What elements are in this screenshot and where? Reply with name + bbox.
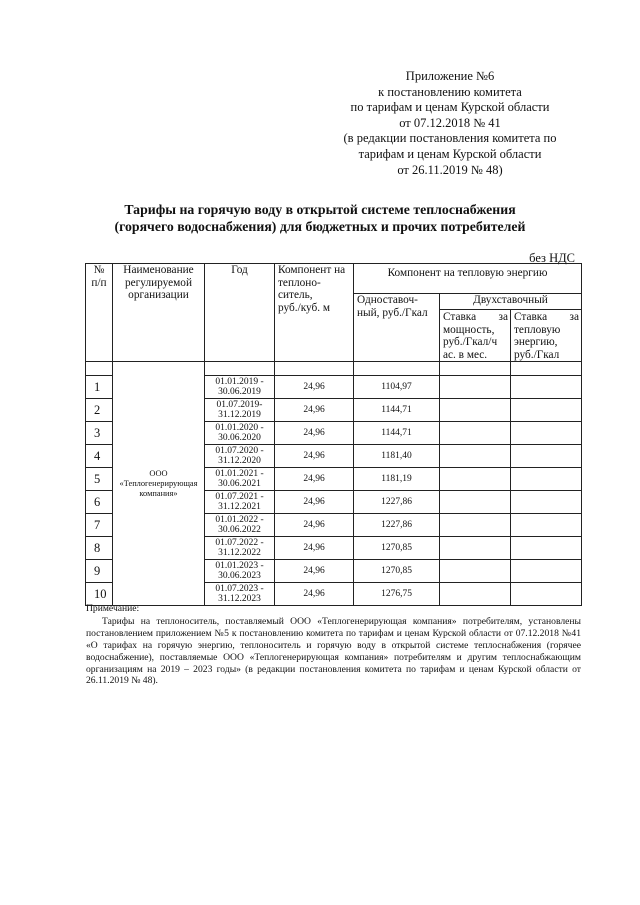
capacity-rate-value xyxy=(440,468,511,491)
header-capacity-line: руб./Гкал/ч xyxy=(443,336,498,349)
carrier-value-text: 24,96 xyxy=(303,405,325,416)
one-part-value xyxy=(354,537,440,560)
period-end: 30.06.2019 xyxy=(218,387,261,398)
header-carrier-line: теплоно- xyxy=(278,276,321,289)
period-end: 31.12.2019 xyxy=(218,410,261,421)
row-number xyxy=(86,376,113,399)
one-part-value xyxy=(354,445,440,468)
header-energy-rate-line: руб./Гкал xyxy=(514,348,560,361)
carrier-value xyxy=(275,445,354,468)
period-cell xyxy=(205,445,275,468)
appendix-line: по тарифам и ценам Курской области xyxy=(350,100,550,115)
capacity-rate-value xyxy=(440,422,511,445)
row-number-text: 5 xyxy=(94,472,101,487)
carrier-value xyxy=(275,560,354,583)
header-capacity-line: мощность, xyxy=(443,323,495,336)
capacity-rate-value xyxy=(440,514,511,537)
carrier-value-text: 24,96 xyxy=(303,543,325,554)
carrier-value xyxy=(275,514,354,537)
period-end: 30.06.2021 xyxy=(218,479,261,490)
header-capacity-rate xyxy=(440,310,511,362)
energy-rate-value xyxy=(511,491,582,514)
row-number-text: 1 xyxy=(94,380,101,395)
spacer-cell xyxy=(275,362,354,376)
note-text: Тарифы на теплоноситель, поставляемый ООО «Теплогенерирующая компания» потребителям, установлены постановлением приложением №5 к постановлению комитета по тарифам и ценам Курской области от 07.12.2018 №41 «О тарифах на горячую энергию, теплоноситель и горячую воду в открытой системе теплоснабжения (горячее водоснабжение), поставляемые ООО «Теплогенерирующая компания» потребителям и другим теплоснабжающим организациям на 2019 – 2023 годы» (в редакции постановления комитета по тарифам и ценам Курской области от 26.11.2019 № 48). xyxy=(86,615,581,687)
period-end: 30.06.2020 xyxy=(218,433,261,444)
organization-line: «Теплогенерирующая xyxy=(119,478,198,488)
capacity-rate-value xyxy=(440,491,511,514)
header-energy-rate-line: Ставка за xyxy=(514,311,579,323)
period-cell xyxy=(205,376,275,399)
carrier-value xyxy=(275,468,354,491)
energy-rate-value xyxy=(511,422,582,445)
one-part-value-text: 1270,85 xyxy=(381,566,412,577)
title-line-2: (горячего водоснабжения) для бюджетных и прочих потребителей xyxy=(114,219,526,234)
one-part-value xyxy=(354,491,440,514)
header-org-line: Наименование xyxy=(123,264,194,276)
carrier-value-text: 24,96 xyxy=(303,497,325,508)
period-cell xyxy=(205,399,275,422)
header-one-part-line: ный, руб./Гкал xyxy=(357,306,428,319)
one-part-value-text: 1227,86 xyxy=(381,497,412,508)
energy-rate-value xyxy=(511,514,582,537)
carrier-value-text: 24,96 xyxy=(303,589,325,600)
period-cell xyxy=(205,468,275,491)
one-part-value-text: 1144,71 xyxy=(381,405,412,416)
row-number-text: 10 xyxy=(94,587,107,602)
row-number xyxy=(86,468,113,491)
one-part-value xyxy=(354,514,440,537)
capacity-rate-value xyxy=(440,560,511,583)
row-number-text: 8 xyxy=(94,541,101,556)
period-start: 01.01.2020 - xyxy=(215,423,264,434)
header-one-part-line: Одноставоч- xyxy=(357,294,418,306)
header-organization xyxy=(113,264,205,362)
one-part-value-text: 1104,97 xyxy=(381,382,412,393)
organization-line: ООО xyxy=(149,468,168,478)
period-end: 30.06.2022 xyxy=(218,525,261,536)
carrier-value-text: 24,96 xyxy=(303,566,325,577)
carrier-value xyxy=(275,376,354,399)
period-end: 31.12.2020 xyxy=(218,456,261,467)
appendix-header xyxy=(300,69,600,178)
energy-rate-value xyxy=(511,537,582,560)
spacer-cell xyxy=(354,362,440,376)
row-number xyxy=(86,422,113,445)
row-number-text: 4 xyxy=(94,449,101,464)
period-start: 01.07.2022 - xyxy=(215,538,264,549)
period-cell xyxy=(205,560,275,583)
spacer-cell xyxy=(440,362,511,376)
header-carrier xyxy=(275,264,354,362)
note-section xyxy=(86,603,581,687)
one-part-value xyxy=(354,422,440,445)
period-end: 31.12.2021 xyxy=(218,502,261,513)
period-cell xyxy=(205,422,275,445)
note-label: Примечание: xyxy=(86,603,140,614)
header-one-part xyxy=(354,294,440,362)
period-end: 31.12.2022 xyxy=(218,548,261,559)
header-org-line: организации xyxy=(128,289,189,302)
organization-line: компания» xyxy=(139,488,178,498)
one-part-value-text: 1181,40 xyxy=(381,451,412,462)
row-number xyxy=(86,560,113,583)
period-cell xyxy=(205,491,275,514)
carrier-value-text: 24,96 xyxy=(303,520,325,531)
energy-rate-value xyxy=(511,468,582,491)
capacity-rate-value xyxy=(440,445,511,468)
period-cell xyxy=(205,514,275,537)
row-number-text: 2 xyxy=(94,403,101,418)
spacer-cell xyxy=(86,362,113,376)
row-number xyxy=(86,399,113,422)
spacer-cell xyxy=(205,362,275,376)
appendix-line: к постановлению комитета xyxy=(378,84,522,99)
period-start: 01.07.2023 - xyxy=(215,584,264,595)
header-two-part: Двухставочный xyxy=(440,294,582,310)
one-part-value-text: 1227,86 xyxy=(381,520,412,531)
carrier-value xyxy=(275,537,354,560)
period-start: 01.01.2023 - xyxy=(215,561,264,572)
row-number xyxy=(86,491,113,514)
appendix-line: от 26.11.2019 № 48) xyxy=(397,162,503,177)
carrier-value xyxy=(275,422,354,445)
energy-rate-value xyxy=(511,399,582,422)
carrier-value xyxy=(275,491,354,514)
capacity-rate-value xyxy=(440,537,511,560)
capacity-rate-value xyxy=(440,399,511,422)
header-energy-rate-line: энергию, xyxy=(514,336,558,349)
period-start: 01.07.2020 - xyxy=(215,446,264,457)
period-start: 01.01.2022 - xyxy=(215,515,264,526)
one-part-value xyxy=(354,468,440,491)
carrier-value-text: 24,96 xyxy=(303,451,325,462)
one-part-value xyxy=(354,376,440,399)
period-start: 01.01.2021 - xyxy=(215,469,264,480)
document-title xyxy=(60,201,580,235)
tariff-table xyxy=(85,263,582,606)
header-number-line: п/п xyxy=(91,276,107,289)
row-number xyxy=(86,514,113,537)
one-part-value xyxy=(354,560,440,583)
one-part-value-text: 1144,71 xyxy=(381,428,412,439)
carrier-value-text: 24,96 xyxy=(303,474,325,485)
period-end: 30.06.2023 xyxy=(218,571,261,582)
row-number-text: 7 xyxy=(94,518,101,533)
capacity-rate-value xyxy=(440,376,511,399)
energy-rate-value xyxy=(511,445,582,468)
header-capacity-line: ас. в мес. xyxy=(443,348,488,361)
header-number xyxy=(86,264,113,362)
header-energy-component: Компонент на тепловую энергию xyxy=(354,264,582,294)
period-start: 01.07.2019- xyxy=(216,400,263,411)
one-part-value-text: 1270,85 xyxy=(381,543,412,554)
carrier-value-text: 24,96 xyxy=(303,382,325,393)
header-carrier-line: руб./куб. м xyxy=(278,301,331,314)
appendix-line: Приложение №6 xyxy=(405,69,495,83)
header-energy-rate xyxy=(511,310,582,362)
header-carrier-line: ситель, xyxy=(278,289,313,302)
appendix-line: (в редакции постановления комитета по xyxy=(343,131,557,146)
energy-rate-value xyxy=(511,376,582,399)
header-energy-rate-line: тепловую xyxy=(514,323,561,336)
carrier-value-text: 24,96 xyxy=(303,428,325,439)
header-capacity-line: Ставка за xyxy=(443,311,508,323)
row-number-text: 3 xyxy=(94,426,101,441)
one-part-value-text: 1276,75 xyxy=(381,589,412,600)
header-org-line: регулируемой xyxy=(125,276,192,289)
spacer-cell xyxy=(511,362,582,376)
row-number-text: 6 xyxy=(94,495,101,510)
header-number-line: № xyxy=(93,264,105,276)
period-cell xyxy=(205,537,275,560)
row-number xyxy=(86,445,113,468)
row-number xyxy=(86,537,113,560)
appendix-line: тарифам и ценам Курской области xyxy=(358,146,542,161)
one-part-value-text: 1181,19 xyxy=(381,474,412,485)
appendix-line: от 07.12.2018 № 41 xyxy=(399,115,501,130)
one-part-value xyxy=(354,399,440,422)
title-line-1: Тарифы на горячую воду в открытой системе теплоснабжения xyxy=(124,202,516,217)
header-year: Год xyxy=(205,264,275,362)
energy-rate-value xyxy=(511,560,582,583)
row-number-text: 9 xyxy=(94,564,101,579)
period-end: 31.12.2023 xyxy=(218,594,261,605)
header-carrier-line: Компонент на xyxy=(278,264,346,276)
period-start: 01.01.2019 - xyxy=(215,377,264,388)
vat-note: без НДС xyxy=(529,251,575,265)
period-start: 01.07.2021 - xyxy=(215,492,264,503)
organization-cell xyxy=(113,362,205,606)
carrier-value xyxy=(275,399,354,422)
